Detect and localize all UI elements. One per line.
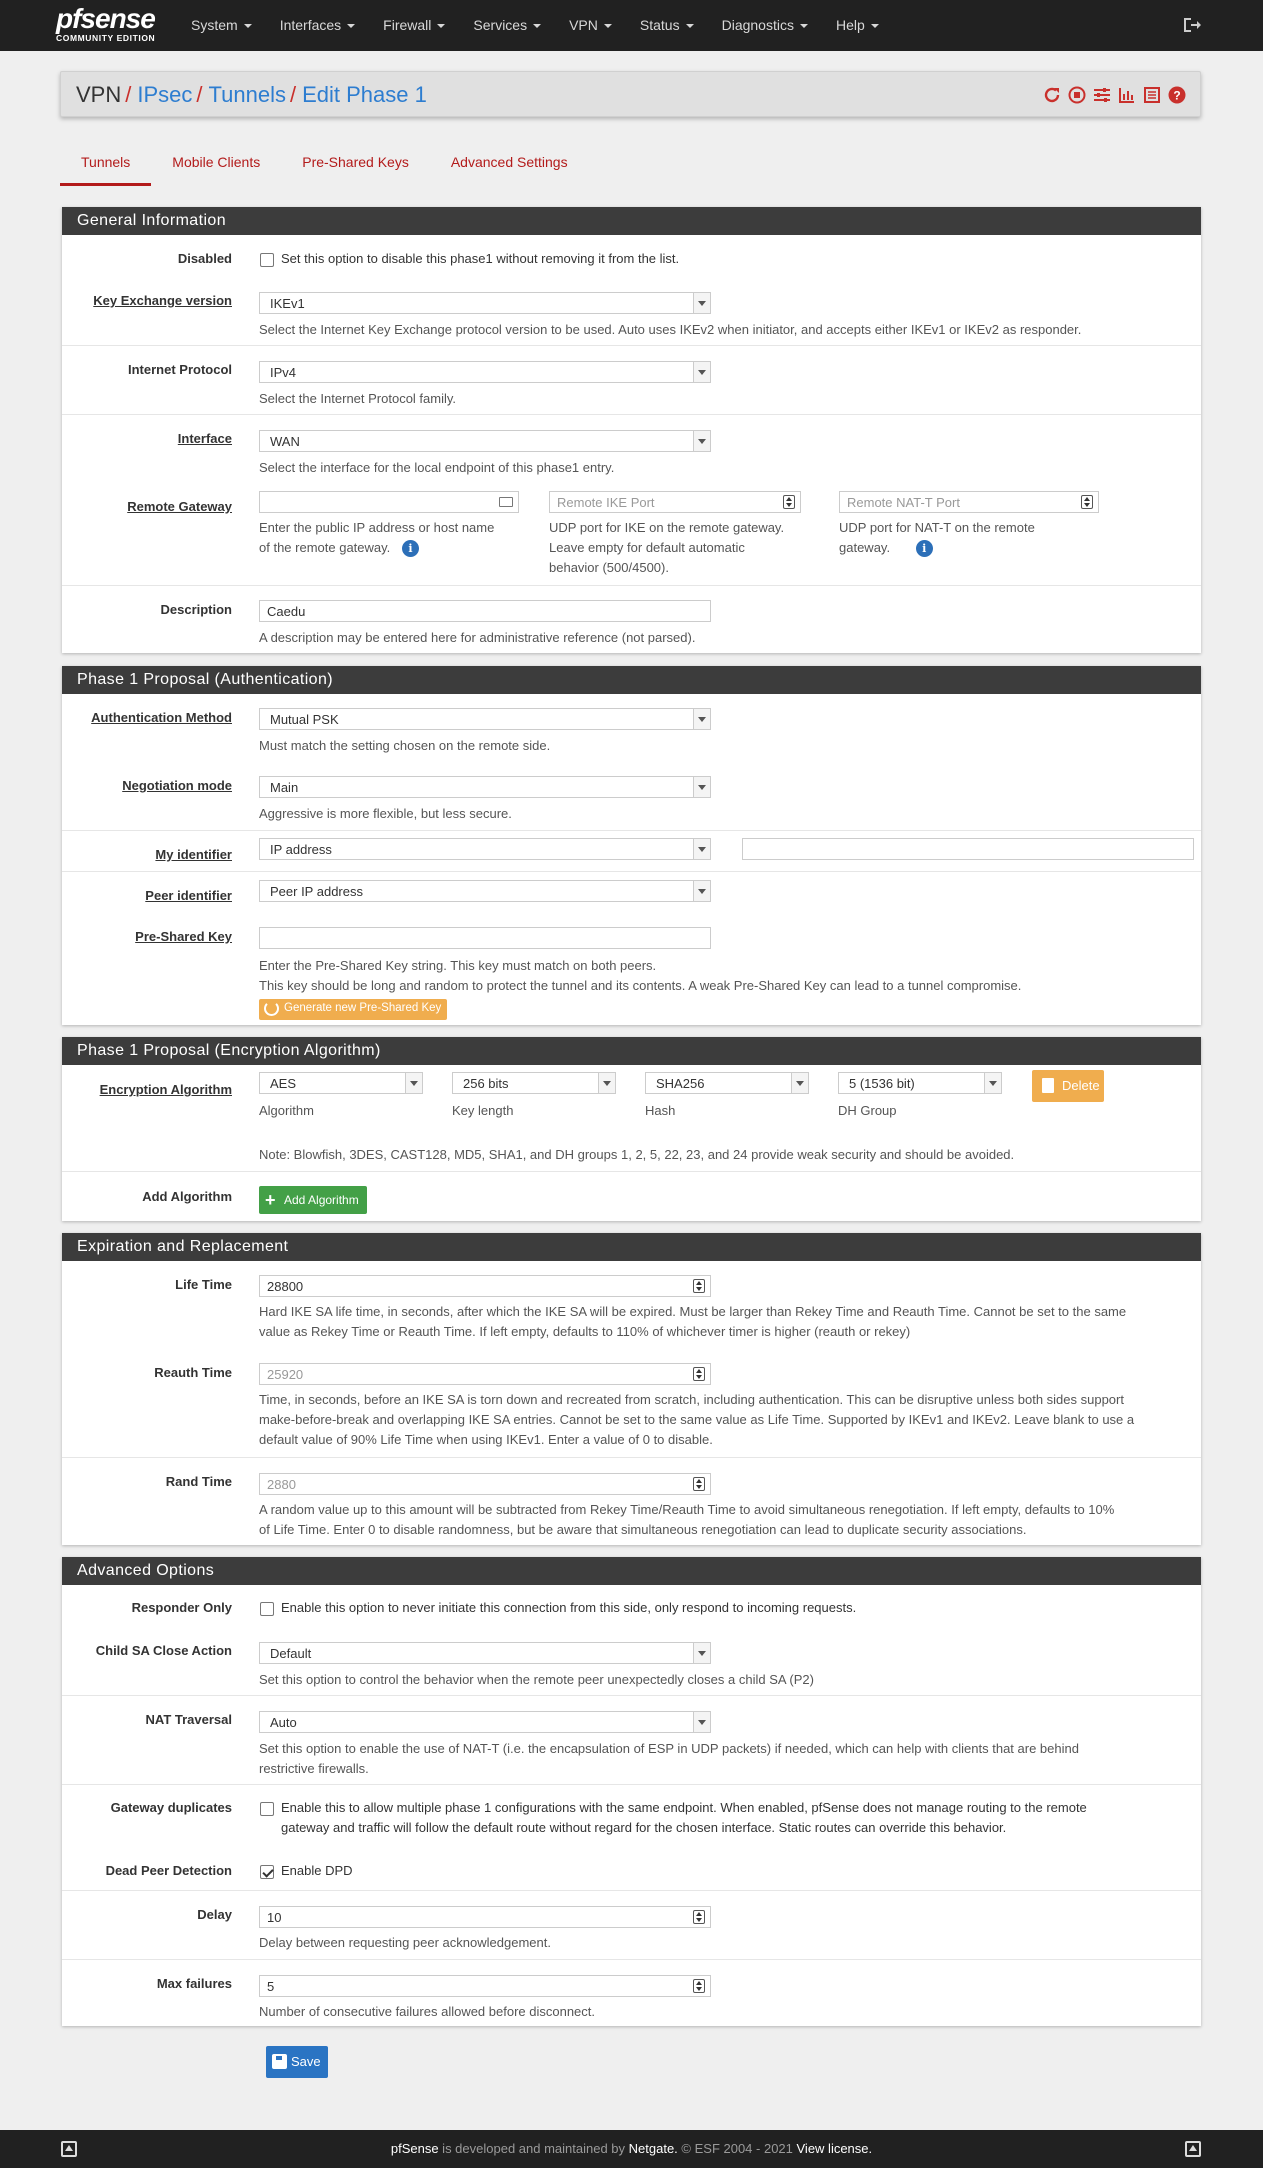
chevron-down-icon (693, 1712, 710, 1732)
nat-traversal-label: NAT Traversal (145, 1712, 232, 1727)
scroll-top-icon[interactable] (1185, 2141, 1201, 2157)
max-failures-input[interactable]: 5 (259, 1975, 711, 1997)
chevron-down-icon (693, 362, 710, 382)
pre-shared-key-label: Pre-Shared Key (135, 929, 232, 944)
key-exchange-label: Key Exchange version (93, 293, 232, 308)
gateway-duplicates-text: Enable this to allow multiple phase 1 configurations with the same endpoint. When enabled, pfSense does not manage routing to the remote gateway and traffic will follow the default route without regard for the chosen interface. Static routes can override this behavior. (281, 1800, 1087, 1835)
dead-peer-detection-label: Dead Peer Detection (105, 1863, 232, 1878)
caret-down-icon (604, 24, 612, 28)
life-time-help: Hard IKE SA life time, in seconds, after which the IKE SA will be expired. Must be larger than Rekey Time and Reauth Time. Cannot be set to the same value as Rekey Time or Reauth Time. If left empty, defaults to 110% of whichever timer is higher (reauth or rekey) (259, 1304, 1127, 1339)
menu-help[interactable]: Help (823, 0, 894, 51)
dh-group-caption: DH Group (838, 1103, 897, 1118)
chevron-down-icon (984, 1073, 1001, 1093)
crumb-separator: / (125, 82, 132, 107)
dead-peer-detection-text: Enable DPD (281, 1863, 353, 1878)
panel-heading: Expiration and Replacement (62, 1233, 1201, 1261)
responder-only-checkbox[interactable] (260, 1602, 274, 1616)
floppy-disk-icon (272, 2054, 287, 2069)
tab-pre-shared-keys[interactable]: Pre-Shared Keys (302, 154, 409, 170)
delay-help: Delay between requesting peer acknowledgement. (259, 1935, 551, 1950)
footer-pfsense-link[interactable]: pfSense (390, 2141, 439, 2156)
responder-only-text: Enable this option to never initiate this connection from this side, only respond to incoming requests. (281, 1600, 857, 1615)
gateway-duplicates-checkbox[interactable] (260, 1802, 274, 1816)
my-identifier-input[interactable] (742, 838, 1194, 860)
menu-status[interactable]: Status (627, 0, 709, 51)
chevron-down-icon (693, 1643, 710, 1663)
delay-label: Delay (197, 1907, 232, 1922)
chevron-down-icon (693, 293, 710, 313)
crumb-ipsec[interactable]: IPsec (137, 82, 193, 107)
algorithm-select[interactable]: AES (259, 1072, 423, 1094)
description-input[interactable]: Caedu (259, 600, 711, 622)
menu-services[interactable]: Services (460, 0, 556, 51)
pre-shared-key-help: Enter the Pre-Shared Key string. This key must match on both peers. This key should be long and random to protect the tunnel and its contents. A weak Pre-Shared Key can lead to a tunnel compromise. (259, 958, 1022, 993)
footer-netgate-link[interactable]: Netgate. (628, 2141, 678, 2156)
hash-caption: Hash (645, 1103, 676, 1118)
nat-traversal-help: Set this option to enable the use of NAT-T (i.e. the encapsulation of ESP in UDP packets) if needed, which can help with clients that are behind restrictive firewalls. (259, 1741, 1079, 1776)
crumb-vpn: VPN (76, 82, 122, 107)
internet-protocol-help: Select the Internet Protocol family. (259, 391, 457, 406)
chevron-down-icon (693, 839, 710, 859)
crumb-tunnels[interactable]: Tunnels (208, 82, 286, 107)
rand-time-input[interactable]: 2880 (259, 1473, 711, 1495)
child-sa-close-action-help: Set this option to control the behavior when the remote peer unexpectedly closes a child SA (P2) (259, 1672, 814, 1687)
authentication-panel (62, 666, 1201, 1025)
info-icon[interactable]: i (916, 540, 933, 557)
menu-firewall[interactable]: Firewall (370, 0, 460, 51)
generate-psk-button[interactable]: Generate new Pre-Shared Key (259, 999, 447, 1020)
dh-group-select[interactable]: 5 (1536 bit) (838, 1072, 1002, 1094)
child-sa-close-action-select[interactable]: Default (259, 1642, 711, 1664)
description-help: A description may be entered here for administrative reference (not parsed). (259, 630, 696, 645)
panel-heading: General Information (62, 207, 1201, 235)
footer-text: pfSense is developed and maintained by Netgate. © ESF 2004 - 2021 View license. (390, 2141, 873, 2156)
spinner-icon[interactable] (693, 1279, 705, 1293)
add-algorithm-button[interactable]: + Add Algorithm (259, 1186, 367, 1214)
logo-text: pfsense (56, 3, 155, 34)
remote-ike-port-input[interactable]: Remote IKE Port (549, 491, 801, 513)
footer (0, 2130, 1263, 2168)
delay-input[interactable]: 10 (259, 1906, 711, 1928)
plus-icon: + (265, 1190, 276, 1210)
remote-ike-port-help: UDP port for IKE on the remote gateway. Leave empty for default automatic behavior (500/4500). (549, 520, 785, 575)
caret-down-icon (244, 24, 252, 28)
address-card-icon (499, 497, 513, 507)
spinner-icon[interactable] (693, 1477, 705, 1491)
spinner-icon[interactable] (693, 1367, 705, 1381)
remote-gateway-input[interactable] (259, 491, 519, 513)
interface-select[interactable]: WAN (259, 430, 711, 452)
peer-identifier-select[interactable]: Peer IP address (259, 880, 711, 902)
tab-bar (60, 144, 589, 186)
menu-interfaces[interactable]: Interfaces (267, 0, 370, 51)
key-length-caption: Key length (452, 1103, 514, 1118)
breadcrumb (76, 82, 427, 108)
child-sa-close-action-label: Child SA Close Action (95, 1643, 232, 1658)
my-identifier-select[interactable]: IP address (259, 838, 711, 860)
chevron-down-icon (791, 1073, 808, 1093)
peer-identifier-label: Peer identifier (145, 888, 232, 903)
internet-protocol-label: Internet Protocol (127, 362, 232, 377)
auth-method-select[interactable]: Mutual PSK (259, 708, 711, 730)
description-label: Description (160, 602, 232, 617)
reauth-time-input[interactable]: 25920 (259, 1363, 711, 1385)
key-exchange-select[interactable]: IKEv1 (259, 292, 711, 314)
key-exchange-help: Select the Internet Key Exchange protocol version to be used. Auto uses IKEv2 when initiator, and accepts either IKEv1 or IKEv2 as responder. (259, 322, 1082, 337)
chevron-down-icon (693, 881, 710, 901)
spinner-icon[interactable] (1081, 495, 1093, 509)
interface-label: Interface (177, 431, 232, 446)
stop-icon[interactable] (1068, 86, 1086, 104)
add-algorithm-label: Add Algorithm (142, 1189, 232, 1204)
encryption-algorithm-label: Encryption Algorithm (99, 1082, 232, 1097)
disabled-text: Set this option to disable this phase1 without removing it from the list. (281, 251, 680, 266)
panel-heading: Phase 1 Proposal (Authentication) (62, 666, 1201, 694)
spinner-icon[interactable] (693, 1910, 705, 1924)
spinner-icon[interactable] (783, 495, 795, 509)
life-time-input[interactable]: 28800 (259, 1275, 711, 1297)
save-button[interactable]: Save (266, 2046, 328, 2078)
disabled-label: Disabled (177, 251, 232, 266)
caret-down-icon (871, 24, 879, 28)
interface-help: Select the interface for the local endpoint of this phase1 entry. (259, 460, 615, 475)
breadcrumb-bar (60, 71, 1201, 117)
refresh-icon (264, 1001, 279, 1016)
chevron-down-icon (598, 1073, 615, 1093)
svg-text:?: ? (1173, 88, 1181, 103)
max-failures-label: Max failures (156, 1976, 232, 1991)
logo-edition: COMMUNITY EDITION (56, 33, 156, 43)
disabled-checkbox[interactable] (260, 253, 274, 267)
life-time-label: Life Time (175, 1277, 232, 1292)
menu-vpn[interactable]: VPN (556, 0, 627, 51)
help-icon[interactable] (1168, 86, 1186, 104)
remote-natt-port-input[interactable]: Remote NAT-T Port (839, 491, 1099, 513)
crumb-separator: / (289, 82, 297, 107)
negotiation-mode-help: Aggressive is more flexible, but less secure. (259, 806, 512, 821)
negotiation-mode-label: Negotiation mode (122, 778, 232, 793)
negotiation-mode-select[interactable]: Main (259, 776, 711, 798)
algorithm-caption: Algorithm (259, 1103, 314, 1118)
footer-license-link[interactable]: View license. (796, 2141, 873, 2156)
auth-method-label: Authentication Method (91, 710, 232, 725)
crumb-separator: / (196, 82, 203, 107)
weak-algorithm-note: Note: Blowfish, 3DES, CAST128, MD5, SHA1, and DH groups 1, 2, 5, 22, 23, and 24 provide weak security and should be avoided. (259, 1147, 1015, 1162)
tab-advanced-settings[interactable]: Advanced Settings (450, 154, 568, 170)
caret-down-icon (533, 24, 541, 28)
reauth-time-label: Reauth Time (154, 1365, 232, 1380)
pre-shared-key-input[interactable] (259, 927, 711, 949)
panel-heading: Advanced Options (62, 1557, 1201, 1585)
delete-algorithm-button[interactable]: Delete (1032, 1070, 1104, 1102)
remote-natt-port-help: UDP port for NAT-T on the remote gateway. i (839, 520, 1035, 556)
caret-down-icon (686, 24, 694, 28)
chevron-down-icon (405, 1073, 422, 1093)
log-icon[interactable] (1143, 86, 1161, 104)
responder-only-label: Responder Only (131, 1600, 232, 1615)
nat-traversal-select[interactable]: Auto (259, 1711, 711, 1733)
spinner-icon[interactable] (693, 1979, 705, 1993)
advanced-options-panel (62, 1557, 1201, 2026)
my-identifier-label: My identifier (155, 847, 232, 862)
auth-method-help: Must match the setting chosen on the remote side. (259, 738, 551, 753)
caret-down-icon (437, 24, 445, 28)
max-failures-help: Number of consecutive failures allowed before disconnect. (259, 2004, 596, 2019)
internet-protocol-select[interactable]: IPv4 (259, 361, 711, 383)
caret-down-icon (347, 24, 355, 28)
trash-icon (1042, 1078, 1054, 1093)
settings-sliders-icon[interactable] (1093, 86, 1111, 104)
reauth-time-help: Time, in seconds, before an IKE SA is torn down and recreated from scratch, including authentication. This can be disruptive unless both sides support make-before-break and overlapping IKE SA entries. Cannot be set to the same value as Life Time. Supported by IKEv1 and IKEv2. Leave blank to use a default value of 90% Life Time when using IKEv1. Enter a value of 0 to disable. (259, 1392, 1135, 1447)
tab-mobile-clients[interactable]: Mobile Clients (172, 154, 261, 170)
general-information-panel (62, 207, 1201, 653)
chevron-down-icon (693, 431, 710, 451)
top-navbar (0, 0, 1263, 51)
panel-heading: Phase 1 Proposal (Encryption Algorithm) (62, 1037, 1201, 1065)
menu-system[interactable]: System (178, 0, 267, 51)
encryption-panel (62, 1037, 1201, 1221)
hash-select[interactable]: SHA256 (645, 1072, 809, 1094)
caret-down-icon (800, 24, 808, 28)
remote-gateway-help: Enter the public IP address or host name of the remote gateway. i (259, 520, 495, 556)
info-icon[interactable]: i (402, 540, 419, 557)
breadcrumb-icons (1043, 86, 1186, 104)
remote-gateway-label: Remote Gateway (127, 499, 232, 514)
crumb-edit-phase1[interactable]: Edit Phase 1 (302, 82, 427, 107)
pfsense-logo[interactable] (56, 3, 156, 43)
chevron-down-icon (693, 709, 710, 729)
expiration-panel (62, 1233, 1201, 1545)
restart-icon[interactable] (1043, 86, 1061, 104)
chart-icon[interactable] (1118, 86, 1136, 104)
logout-icon[interactable] (1182, 16, 1202, 34)
menu-diagnostics[interactable]: Diagnostics (709, 0, 823, 51)
rand-time-help: A random value up to this amount will be subtracted from Rekey Time/Reauth Time to avoid simultaneous renegotiation. If left empty, defaults to 10% of Life Time. Enter 0 to disable randomness, but be aware that simultaneous renegotiation can lead to duplicate security associations. (259, 1502, 1115, 1537)
dead-peer-detection-checkbox[interactable] (260, 1865, 274, 1879)
chevron-down-icon (693, 777, 710, 797)
key-length-select[interactable]: 256 bits (452, 1072, 616, 1094)
main-menu (178, 0, 894, 51)
tab-tunnels[interactable]: Tunnels (60, 144, 151, 186)
rand-time-label: Rand Time (165, 1474, 232, 1489)
gateway-duplicates-label: Gateway duplicates (110, 1800, 232, 1815)
